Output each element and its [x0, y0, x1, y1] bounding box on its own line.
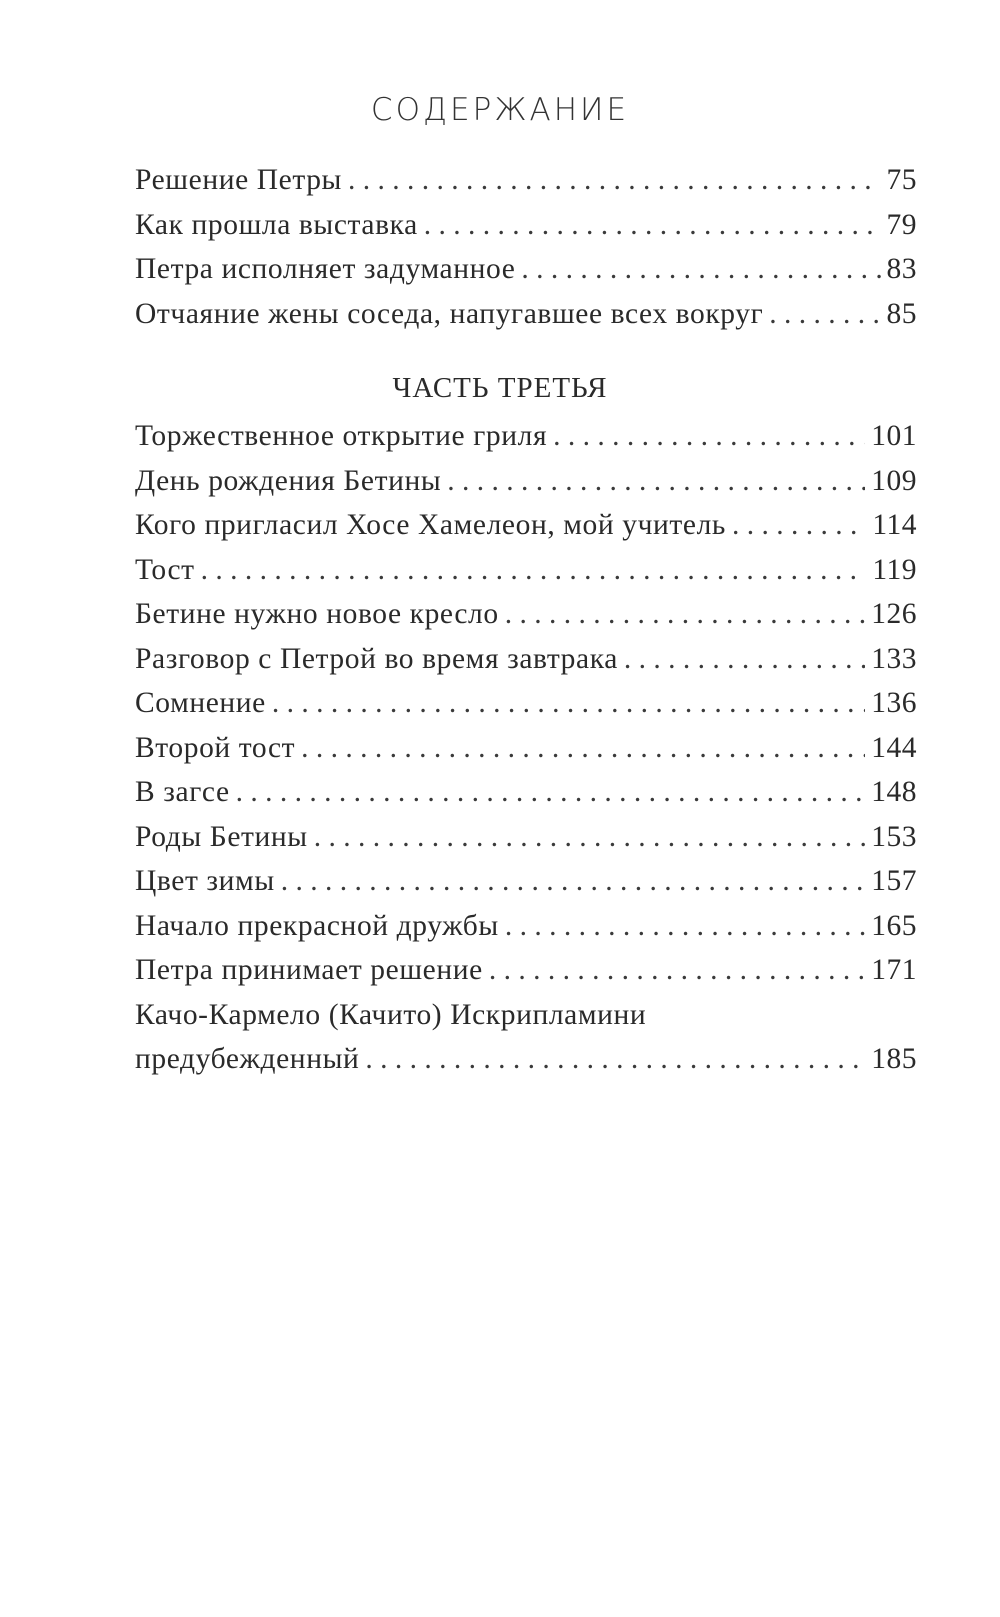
- toc-entry: [135, 503, 917, 548]
- toc-entry-title: Торжественное открытие гриля: [135, 420, 548, 452]
- leader-dots: [732, 503, 866, 548]
- toc-entry-page: 157: [871, 865, 917, 897]
- leader-dots: [489, 948, 865, 993]
- toc-entry-title: Разговор с Петрой во время завтрака: [135, 642, 618, 675]
- leader-dots: [553, 414, 865, 459]
- toc-entry-multiline-first: [135, 993, 917, 1038]
- toc-entry-title: Кого пригласил Хосе Хамелеон, мой учитель: [135, 509, 726, 541]
- leader-dots: [447, 459, 865, 504]
- toc-entry-title: День рождения Бетины: [135, 464, 442, 497]
- leader-dots: [769, 292, 880, 337]
- leader-dots: [624, 637, 865, 682]
- toc-entry: [135, 681, 917, 726]
- toc-entry: [135, 726, 917, 771]
- leader-dots: [424, 203, 881, 248]
- leader-dots: [505, 904, 865, 949]
- leader-dots: [348, 158, 881, 203]
- toc-entry: [135, 770, 917, 815]
- toc-entry-page: 185: [871, 1043, 917, 1075]
- toc-entry: [135, 948, 917, 993]
- leader-dots: [272, 681, 865, 726]
- toc-entry-page: 136: [871, 687, 917, 719]
- section-heading: ЧАСТЬ ТРЕТЬЯ: [392, 372, 608, 404]
- toc-entry-page: 133: [871, 642, 917, 675]
- toc-entry-title: Тост: [135, 553, 195, 586]
- toc-entry: [135, 548, 917, 593]
- toc-entry: [135, 815, 917, 860]
- toc-entry-title: Бетине нужно новое кресло: [135, 598, 499, 630]
- toc-entry-title-line1: Качо-Кармело (Качито) Искрипламини: [135, 998, 647, 1031]
- toc-entry-title: Решение Петры: [135, 164, 342, 196]
- toc-entry-page: 144: [871, 731, 917, 764]
- toc-entry-page: 126: [871, 598, 917, 630]
- toc-entry-title-line2: предубежденный: [135, 1043, 360, 1075]
- toc-entry-page: 119: [872, 553, 917, 586]
- toc-entry: [135, 904, 917, 949]
- toc-entry-title: В загсе: [135, 776, 230, 808]
- toc-entry-title: Отчаяние жены соседа, напугавшее всех вокруг: [135, 297, 764, 330]
- toc-entry: [135, 859, 917, 904]
- toc-entry: [135, 414, 917, 459]
- toc-entry-title: Начало прекрасной дружбы: [135, 909, 499, 942]
- toc-list-before: [135, 158, 917, 336]
- toc-entry-title: Роды Бетины: [135, 820, 308, 853]
- toc-entry-title: Второй тост: [135, 731, 296, 764]
- toc-entry-page: 85: [886, 297, 917, 330]
- toc-entry-title: Цвет зимы: [135, 865, 275, 897]
- toc-entry-page: 109: [871, 464, 917, 497]
- toc-entry-page: 148: [871, 776, 917, 808]
- toc-entry-page: 83: [886, 253, 917, 285]
- toc-entry-title: Как прошла выставка: [135, 208, 418, 241]
- toc-entry: [135, 247, 917, 292]
- toc-entry-page: 153: [871, 820, 917, 853]
- toc-entry-page: 165: [871, 909, 917, 942]
- toc-entry-page: 75: [886, 164, 917, 196]
- toc-entry: [135, 1037, 917, 1082]
- toc-list-part3: [135, 414, 917, 1082]
- toc-entry: [135, 158, 917, 203]
- toc-entry: [135, 292, 917, 337]
- leader-dots: [365, 1037, 865, 1082]
- toc-entry-page: 114: [872, 509, 917, 541]
- toc-entry-title: Сомнение: [135, 687, 266, 719]
- leader-dots: [201, 548, 867, 593]
- toc-entry-title: Петра исполняет задуманное: [135, 253, 516, 285]
- toc-entry-page: 101: [871, 420, 917, 452]
- toc-entry: [135, 637, 917, 682]
- leader-dots: [314, 815, 866, 860]
- toc-entry: [135, 459, 917, 504]
- leader-dots: [281, 859, 866, 904]
- leader-dots: [505, 592, 866, 637]
- toc-entry: [135, 592, 917, 637]
- toc-entry-page: 171: [871, 954, 917, 986]
- toc-entry-title: Петра принимает решение: [135, 954, 483, 986]
- leader-dots: [236, 770, 866, 815]
- page-title: СОДЕРЖАНИЕ: [370, 92, 630, 128]
- toc-entry-page: 79: [886, 208, 917, 241]
- toc-entry: [135, 203, 917, 248]
- leader-dots: [301, 726, 865, 771]
- leader-dots: [521, 247, 880, 292]
